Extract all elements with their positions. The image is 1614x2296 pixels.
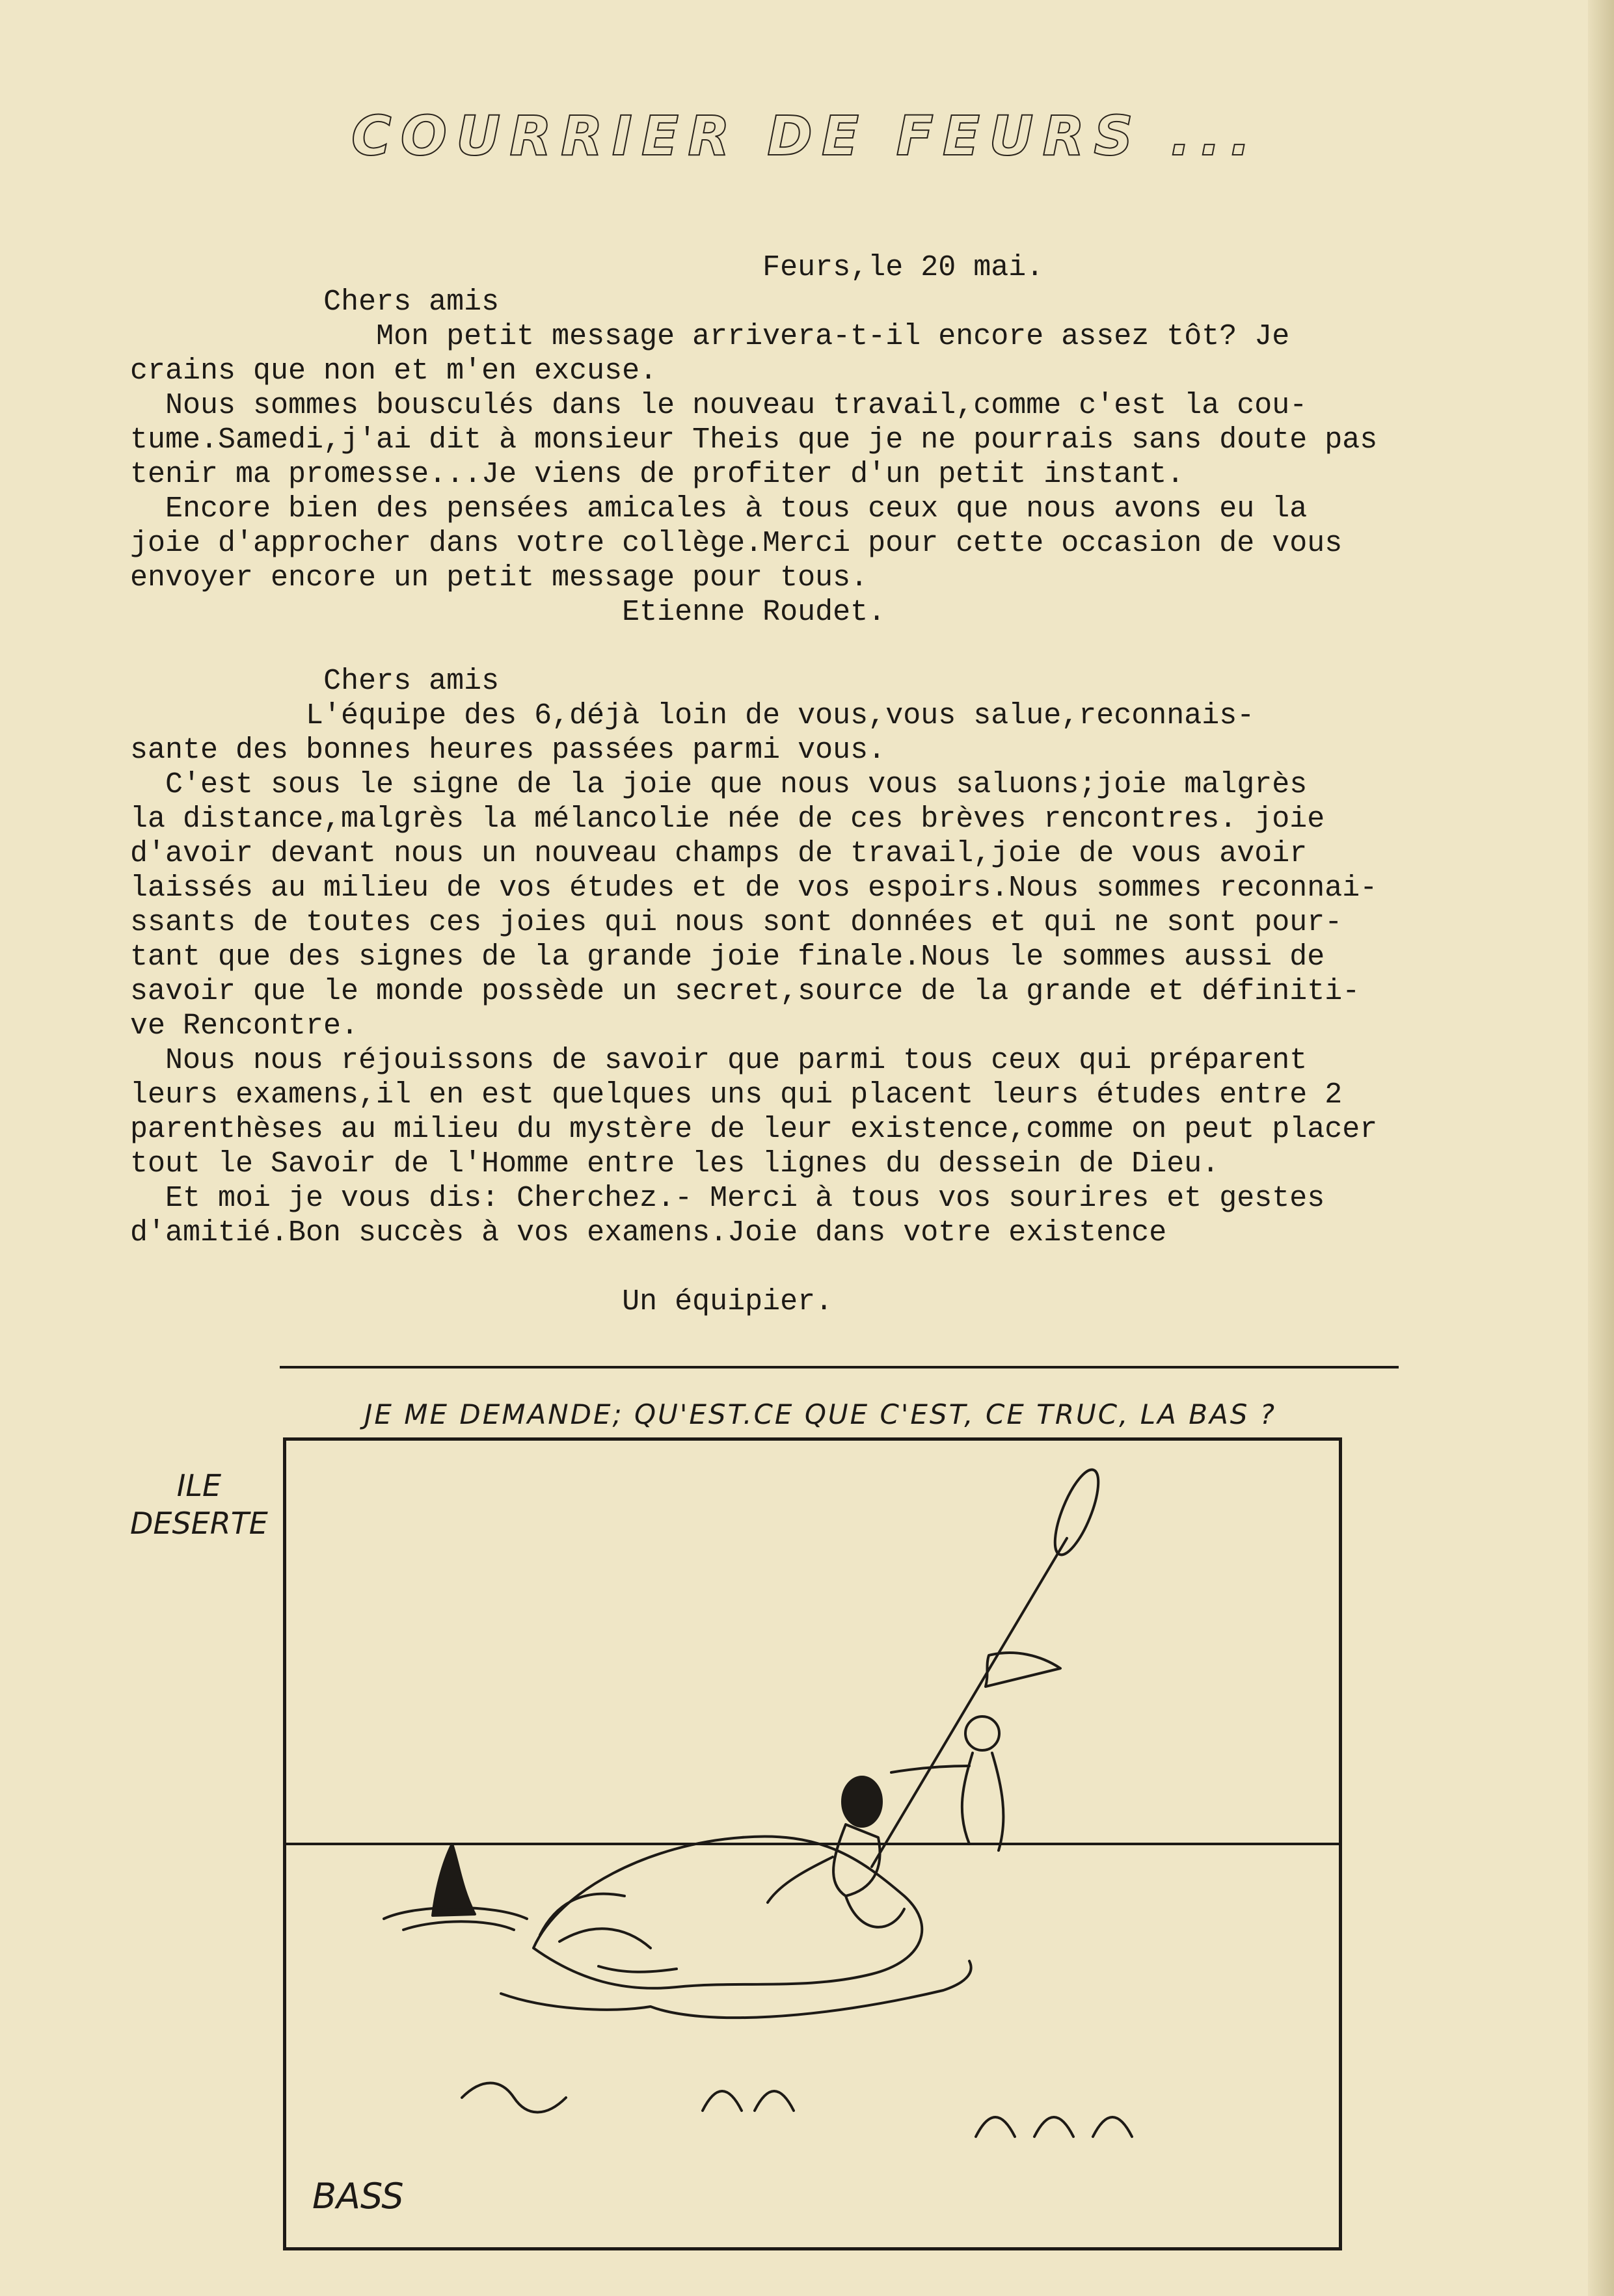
letter-line <box>130 1250 1529 1285</box>
letter-line: la distance,malgrès la mélancolie née de ces brèves rencontres. joie <box>130 803 1325 836</box>
letter-line: Un équipier. <box>130 1285 833 1318</box>
woman-hair-icon <box>842 1777 881 1826</box>
letter-line: joie d'approcher dans votre collège.Merci pour cette occasion de vous <box>130 527 1343 560</box>
wave-2 <box>703 2091 794 2111</box>
whale-body <box>533 1836 922 1988</box>
letter-line: parenthèses au milieu du mystère de leur existence,comme on peut placer <box>130 1113 1378 1146</box>
letter-line: Etienne Roudet. <box>130 596 886 629</box>
letter-line: Mon petit message arrivera-t-il encore assez tôt? Je <box>130 320 1290 353</box>
letter-line: tume.Samedi,j'ai dit à monsieur Theis que je ne pourrais sans doute pas <box>130 423 1378 457</box>
letter-line: envoyer encore un petit message pour tous. <box>130 561 868 594</box>
letter-line: Encore bien des pensées amicales à tous ceux que nous avons eu la <box>130 492 1308 526</box>
whale-eye <box>559 1929 651 1948</box>
divider-rule <box>280 1366 1399 1368</box>
letter-line: d'avoir devant nous un nouveau champs de travail,joie de vous avoir <box>130 837 1308 870</box>
island-label: ILE DESERTE <box>130 1468 268 1541</box>
letter-line: tant que des signes de la grande joie finale.Nous le sommes aussi de <box>130 941 1325 974</box>
paddle-blade-icon <box>1046 1465 1107 1560</box>
cartoon-caption: JE ME DEMANDE; QU'EST.CE QUE C'EST, CE TRUC, LA BAS ? <box>364 1398 1277 1430</box>
letter-line: crains que non et m'en excuse. <box>130 354 658 388</box>
person-head-icon <box>965 1716 999 1750</box>
letter-line: tout le Savoir de l'Homme entre les lignes du dessein de Dieu. <box>130 1147 1220 1181</box>
letter-line <box>130 630 1529 664</box>
letter-line: C'est sous le signe de la joie que nous vous saluons;joie malgrès <box>130 768 1308 801</box>
letter-line: savoir que le monde possède un secret,source de la grande et définiti- <box>130 975 1360 1008</box>
letter-line: laissés au milieu de vos études et de vos espoirs.Nous sommes reconnai- <box>130 872 1378 905</box>
cartoon-signature: BASS <box>312 2176 404 2217</box>
whale-smile <box>846 1896 904 1927</box>
letter-line: L'équipe des 6,déjà loin de vous,vous salue,reconnais- <box>130 699 1255 732</box>
harpoon-pole <box>872 1538 1067 1867</box>
letter-line: Et moi je vous dis: Cherchez.- Merci à tous vos sourires et gestes <box>130 1182 1325 1215</box>
wave-3 <box>976 2117 1132 2137</box>
letter-line: d'amitié.Bon succès à vos examens.Joie dans votre existence <box>130 1216 1167 1249</box>
person-body <box>962 1753 1004 1850</box>
letter-line: leurs examens,il en est quelques uns qui placent leurs études entre 2 <box>130 1078 1343 1112</box>
letter-line: tenir ma promesse...Je viens de profiter d'un petit instant. <box>130 458 1185 491</box>
cartoon-frame <box>283 1437 1342 2250</box>
paper-edge <box>1588 0 1614 2296</box>
letter-line: Nous sommes bousculés dans le nouveau travail,comme c'est la cou- <box>130 389 1308 422</box>
letter-line: Nous nous réjouissons de savoir que parmi tous ceux qui préparent <box>130 1044 1308 1077</box>
letter-line: Feurs,le 20 mai. <box>130 251 1044 284</box>
letter-line: ssants de toutes ces joies qui nous sont données et qui ne sont pour- <box>130 906 1343 939</box>
wave-1 <box>462 2083 566 2113</box>
page-heading: COURRIER DE FEURS ... <box>351 104 1260 168</box>
whale-mouth <box>599 1966 677 1972</box>
woman-leg <box>768 1857 833 1902</box>
shark-fin-icon <box>433 1844 475 1916</box>
cartoon-drawing <box>286 1441 1339 2247</box>
letter-line: Chers amis <box>130 665 500 698</box>
letter-body <box>130 250 1529 1319</box>
letter-line: ve Rencontre. <box>130 1009 359 1043</box>
letter-line: sante des bonnes heures passées parmi vous. <box>130 734 886 767</box>
letter-line: Chers amis <box>130 286 500 319</box>
